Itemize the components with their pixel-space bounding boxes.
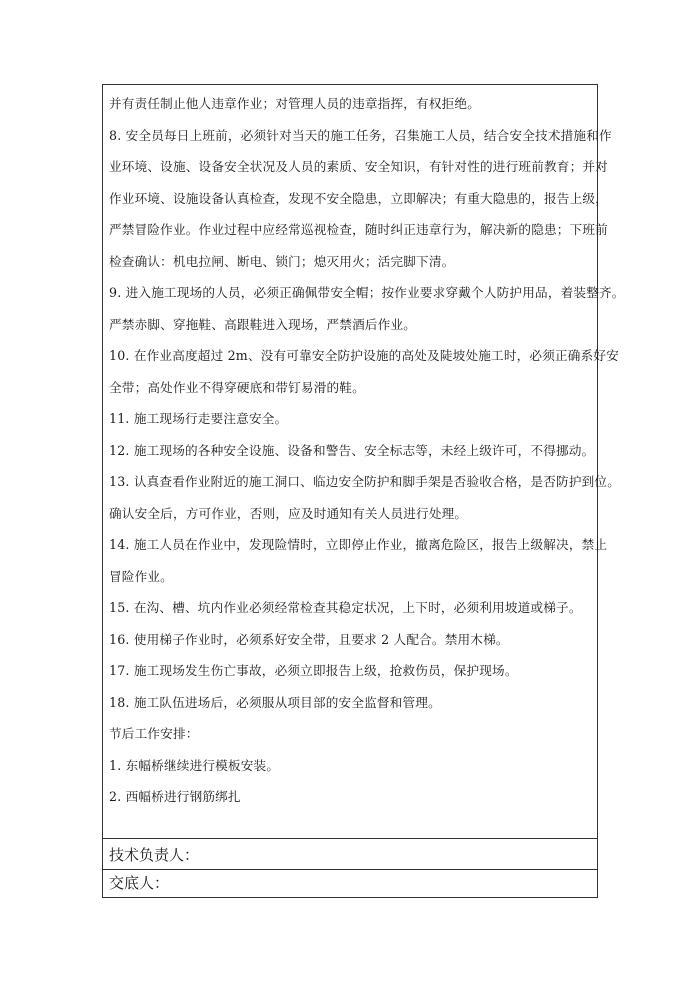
content-cell	[103, 85, 625, 839]
text-line: 15. 在沟、槽、坑内作业必须经常检查其稳定状况，上下时，必须利用坡道或梯子。	[109, 600, 582, 615]
text-line: 检查确认：机电拉闸、断电、锁门；熄灭用火；活完脚下清。	[109, 253, 455, 269]
text-line: 业环境、设施、设备安全状况及人员的素质、安全知识，有针对性的进行班前教育；并对	[109, 159, 608, 174]
text-line: 全带；高处作业不得穿硬底和带钉易滑的鞋。	[109, 379, 365, 395]
text-line: 冒险作业。	[109, 568, 173, 584]
text-line: 1. 东幅桥继续进行模板安装。	[109, 757, 280, 773]
section-heading: 节后工作安排：	[109, 726, 199, 741]
text-line: 8. 安全员每日上班前，必须针对当天的施工任务，召集施工人员，结合安全技术措施和作	[109, 127, 612, 143]
text-line: 10. 在作业高度超过 2m、没有可靠安全防护设施的高处及陡坡处施工时，必须正确系好安	[109, 348, 619, 363]
text-line: 12. 施工现场的各种安全设施、设备和警告、安全标志等，未经上级许可，不得挪动。	[109, 442, 595, 458]
text-line: 18. 施工队伍进场后，必须服从项目部的安全监督和管理。	[109, 694, 441, 710]
text-line: 严禁赤脚、穿拖鞋、高跟鞋进入现场，严禁酒后作业。	[109, 316, 417, 332]
technical-lead-signature-row	[103, 839, 597, 870]
technical-lead-label: 技术负责人：	[109, 846, 200, 864]
text-line: 9. 进入施工现场的人员，必须正确佩带安全帽；按作业要求穿戴个人防护用品，着装整齐。	[109, 285, 625, 300]
text-line: 2. 西幅桥进行钢筋绑扎	[109, 789, 241, 804]
text-line: 严禁冒险作业。作业过程中应经常巡视检查，随时纠正违章行为，解决新的隐患；下班前	[109, 222, 608, 237]
text-line: 并有责任制止他人违章作业；对管理人员的违章指挥，有权拒绝。	[109, 96, 481, 111]
text-line: 13. 认真查看作业附近的施工洞口、临边安全防护和脚手架是否验收合格，是否防护到位。	[109, 474, 620, 489]
text-line: 确认安全后，方可作业，否则，应及时通知有关人员进行处理。	[109, 505, 468, 521]
briefer-signature-row	[103, 870, 597, 899]
briefer-label: 交底人：	[109, 874, 170, 892]
text-line: 作业环境、设施设备认真检查，发现不安全隐患，立即解决；有重大隐患的，报告上级，	[109, 190, 608, 206]
text-line: 14. 施工人员在作业中，发现险情时，立即停止作业，撤离危险区，报告上级解决，禁止	[109, 537, 608, 552]
text-line: 11. 施工现场行走要注意安全。	[109, 411, 288, 426]
text-line: 17. 施工现场发生伤亡事故，必须立即报告上级，抢救伤员，保护现场。	[109, 663, 518, 678]
text-line: 16. 使用梯子作业时，必须系好安全带，且要求 2 人配合。禁用木梯。	[109, 631, 509, 647]
document-table	[102, 84, 625, 898]
